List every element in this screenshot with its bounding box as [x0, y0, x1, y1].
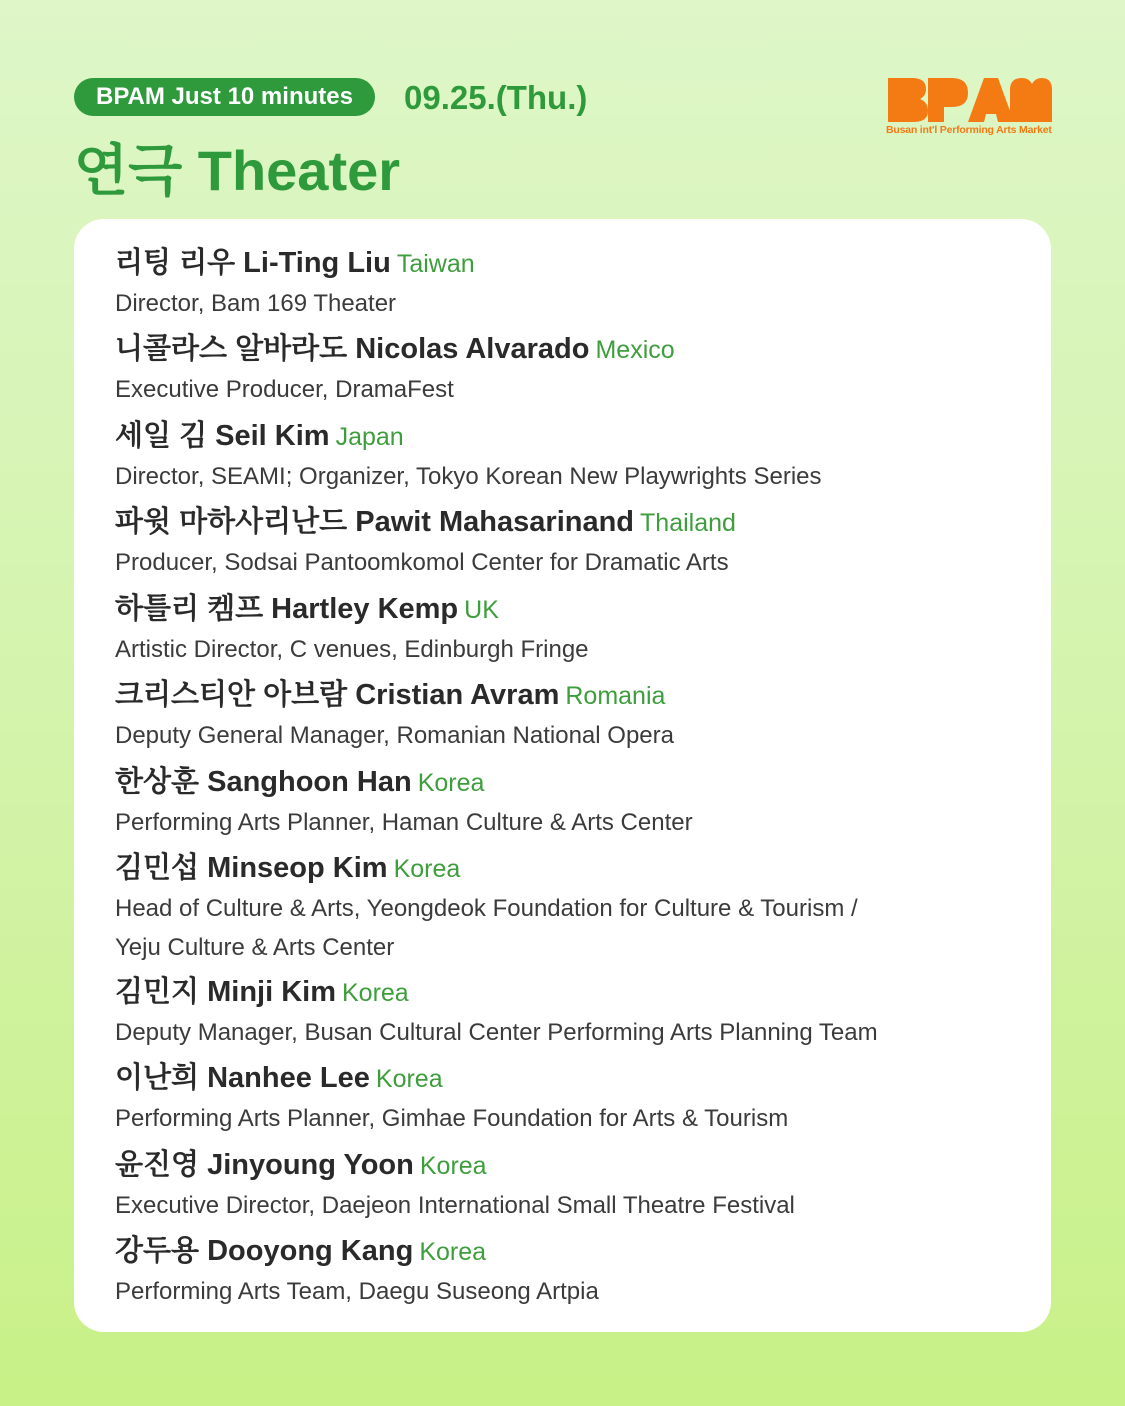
speaker-name: 한상훈 Sanghoon Han — [115, 766, 412, 798]
speaker-country: Romania — [565, 682, 666, 710]
speaker-name: 김민섭 Minseop Kim — [115, 852, 388, 884]
speaker-entry — [115, 416, 1015, 496]
bpam-logo — [886, 76, 1054, 138]
speaker-country: Japan — [335, 423, 404, 451]
speaker-name: 리팅 리우 Li-Ting Liu — [115, 247, 391, 279]
speaker-name: 강두용 Dooyong Kang — [115, 1235, 414, 1267]
speaker-country: Korea — [417, 769, 485, 797]
speaker-role: Performing Arts Planner, Haman Culture & Arts Center — [115, 809, 693, 836]
speaker-country: Korea — [393, 855, 461, 883]
speaker-role: Producer, Sodsai Pantoomkomol Center for Dramatic Arts — [115, 549, 729, 576]
speaker-country: Taiwan — [396, 250, 475, 278]
bpam-logo-mark — [886, 76, 1054, 124]
speaker-role: Performing Arts Planner, Gimhae Foundation for Arts & Tourism — [115, 1105, 789, 1132]
speaker-name: 니콜라스 알바라도 Nicolas Alvarado — [115, 333, 590, 365]
speaker-country: Korea — [419, 1152, 487, 1180]
speaker-role: Director, SEAMI; Organizer, Tokyo Korean New Playwrights Series — [115, 463, 822, 490]
speaker-country: Korea — [419, 1238, 487, 1266]
speaker-role: Artistic Director, C venues, Edinburgh Fringe — [115, 636, 589, 663]
speaker-list-card — [74, 219, 1051, 1332]
speaker-entry — [115, 589, 1015, 669]
speaker-role: Performing Arts Team, Daegu Suseong Artpia — [115, 1278, 599, 1305]
speaker-role: Executive Producer, DramaFest — [115, 376, 454, 403]
speaker-entry — [115, 1145, 1015, 1225]
speaker-name: 크리스티안 아브람 Cristian Avram — [115, 679, 560, 711]
speaker-entry — [115, 762, 1015, 842]
speaker-name: 이난희 Nanhee Lee — [115, 1062, 370, 1094]
page-title: 연극 Theater — [74, 139, 401, 202]
speaker-country: Korea — [342, 979, 409, 1007]
speaker-role: Executive Director, Daejeon International Small Theatre Festival — [115, 1192, 795, 1219]
speaker-role: Deputy General Manager, Romanian National Opera — [115, 722, 674, 749]
speaker-name: 세일 김 Seil Kim — [115, 420, 330, 452]
speaker-name: 하틀리 켐프 Hartley Kemp — [115, 593, 459, 625]
speaker-name: 김민지 Minji Kim — [115, 976, 336, 1008]
speaker-country: Korea — [375, 1065, 443, 1093]
speaker-country: Thailand — [640, 509, 736, 537]
speaker-role: Yeju Culture & Arts Center — [115, 934, 395, 961]
speaker-role: Deputy Manager, Busan Cultural Center Performing Arts Planning Team — [115, 1019, 878, 1046]
speaker-entry — [115, 329, 1015, 409]
speaker-entry — [115, 243, 1015, 323]
speaker-country: UK — [464, 596, 499, 624]
speaker-name: 파윗 마하사리난드 Pawit Mahasarinand — [115, 506, 635, 538]
speaker-entry — [115, 1058, 1015, 1138]
speaker-role: Head of Culture & Arts, Yeongdeok Foundation for Culture & Tourism / — [115, 895, 858, 922]
speaker-entry — [115, 502, 1015, 582]
speaker-entry — [115, 675, 1015, 755]
speaker-entry — [115, 1231, 1015, 1311]
speaker-entry — [115, 972, 1015, 1052]
speaker-entry — [115, 848, 1015, 967]
event-badge: BPAM Just 10 minutes — [74, 78, 375, 116]
speaker-role: Director, Bam 169 Theater — [115, 290, 397, 317]
speaker-country: Mexico — [595, 336, 675, 364]
speaker-name: 윤진영 Jinyoung Yoon — [115, 1149, 414, 1181]
logo-tagline: Busan int'l Performing Arts Market — [886, 124, 1052, 136]
event-date: 09.25.(Thu.) — [404, 79, 588, 116]
